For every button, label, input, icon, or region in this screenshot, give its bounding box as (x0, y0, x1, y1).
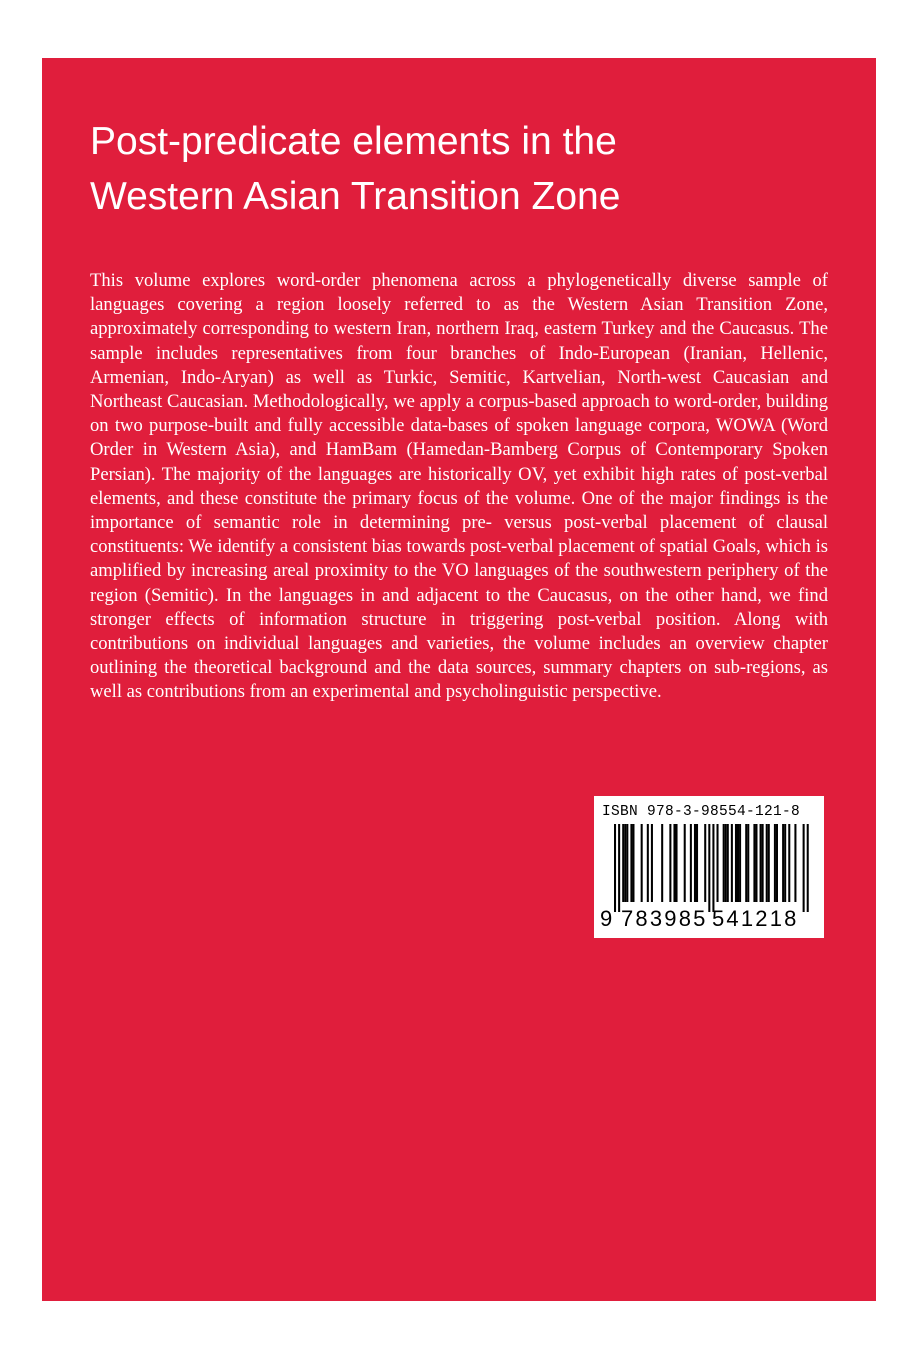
barcode-bar (694, 824, 696, 902)
barcode-bar (737, 824, 739, 902)
barcode-bar (673, 824, 675, 902)
barcode-bar (788, 824, 790, 902)
barcode-bar (651, 824, 653, 902)
barcode-bar (807, 824, 809, 912)
barcode-bar (626, 824, 628, 902)
barcode-bar (768, 824, 770, 902)
barcode-bar (803, 824, 805, 912)
barcode-bar (753, 824, 755, 902)
barcode-bar (782, 824, 784, 902)
barcode-bar (641, 824, 643, 902)
ean-first-digit: 9 (600, 906, 613, 931)
back-cover (42, 58, 876, 1301)
barcode-bar (647, 824, 649, 902)
isbn-label: ISBN 978-3-98554-121-8 (602, 804, 801, 820)
book-title-line-2: Western Asian Transition Zone (90, 175, 621, 218)
barcode-bar (632, 824, 634, 902)
barcode-bar (735, 824, 737, 902)
barcode-bar (624, 824, 626, 902)
barcode-bar (618, 824, 620, 912)
barcode-bar (760, 824, 762, 902)
barcode-bar (776, 824, 778, 902)
barcode-bar (755, 824, 757, 902)
barcode-bar (762, 824, 764, 902)
barcode-bar (725, 824, 727, 902)
ean-right-group: 541218 (712, 906, 799, 931)
barcode-bar (774, 824, 776, 902)
barcode-bar (676, 824, 678, 902)
barcode-bar (704, 824, 706, 902)
barcode-bar (708, 824, 710, 912)
barcode-bar (614, 824, 616, 912)
book-blurb: This volume explores word-order phenomena across a phylogenetically diverse sample of languages covering a region loosely referred to as the Western Asian Transition Zone, approximately corresponding to western Iran, northern Iraq, eastern Turkey and the Caucasus. The sample includes representatives from four branches of Indo-European (Iranian, Hellenic, Armenian, Indo-Aryan) as well as Turkic, Semitic, Kartvelian, North-west Caucasian and Northeast Caucasian. Methodologically, we apply a corpus-based approach to word-order, building on two purpose-built and fully accessible data-bases of spoken language corpora, WOWA (Word Order in Western Asia), and HamBam (Hamedan-Bamberg Corpus of Contemporary Spoken Persian). The majority of the languages are historically OV, yet exhibit high rates of post-verbal elements, and these constitute the primary focus of the volume. One of the major findings is the importance of semantic role in determining pre- versus post-verbal placement of clausal constituents: We identify a consistent bias towards post-verbal placement of spatial Goals, which is amplified by increasing areal proximity to the VO languages of the southwestern periphery of the region (Semitic). In the languages in and adjacent to the Caucasus, on the other hand, we find stronger effects of information structure in triggering post-verbal position. Along with contributions on individual languages and varieties, the volume includes an overview chapter outlining the theoretical background and the data sources, summary chapters on sub-regions, as well as contributions from an experimental and psycholinguistic perspective. (90, 270, 828, 703)
barcode-bar (727, 824, 729, 902)
ean-left-group: 783985 (621, 906, 708, 931)
barcode-bar (784, 824, 786, 902)
barcode-bar (739, 824, 741, 902)
barcode-bar (622, 824, 624, 902)
barcode-bar (723, 824, 725, 902)
barcode-bar (747, 824, 749, 902)
barcode-bar (684, 824, 686, 902)
barcode-bar (794, 824, 796, 902)
barcode-bar (669, 824, 671, 902)
barcode-bar (731, 824, 733, 902)
isbn-barcode-block (594, 796, 824, 938)
barcode-bar (696, 824, 698, 902)
barcode-bar (717, 824, 719, 902)
barcode-bar (630, 824, 632, 902)
book-title (90, 114, 850, 224)
barcode-bar (661, 824, 663, 902)
barcode-bar (690, 824, 692, 902)
barcode-bar (745, 824, 747, 902)
barcode-bar (712, 824, 714, 912)
barcode-bar (766, 824, 768, 902)
book-title-line-1: Post-predicate elements in the (90, 120, 617, 163)
